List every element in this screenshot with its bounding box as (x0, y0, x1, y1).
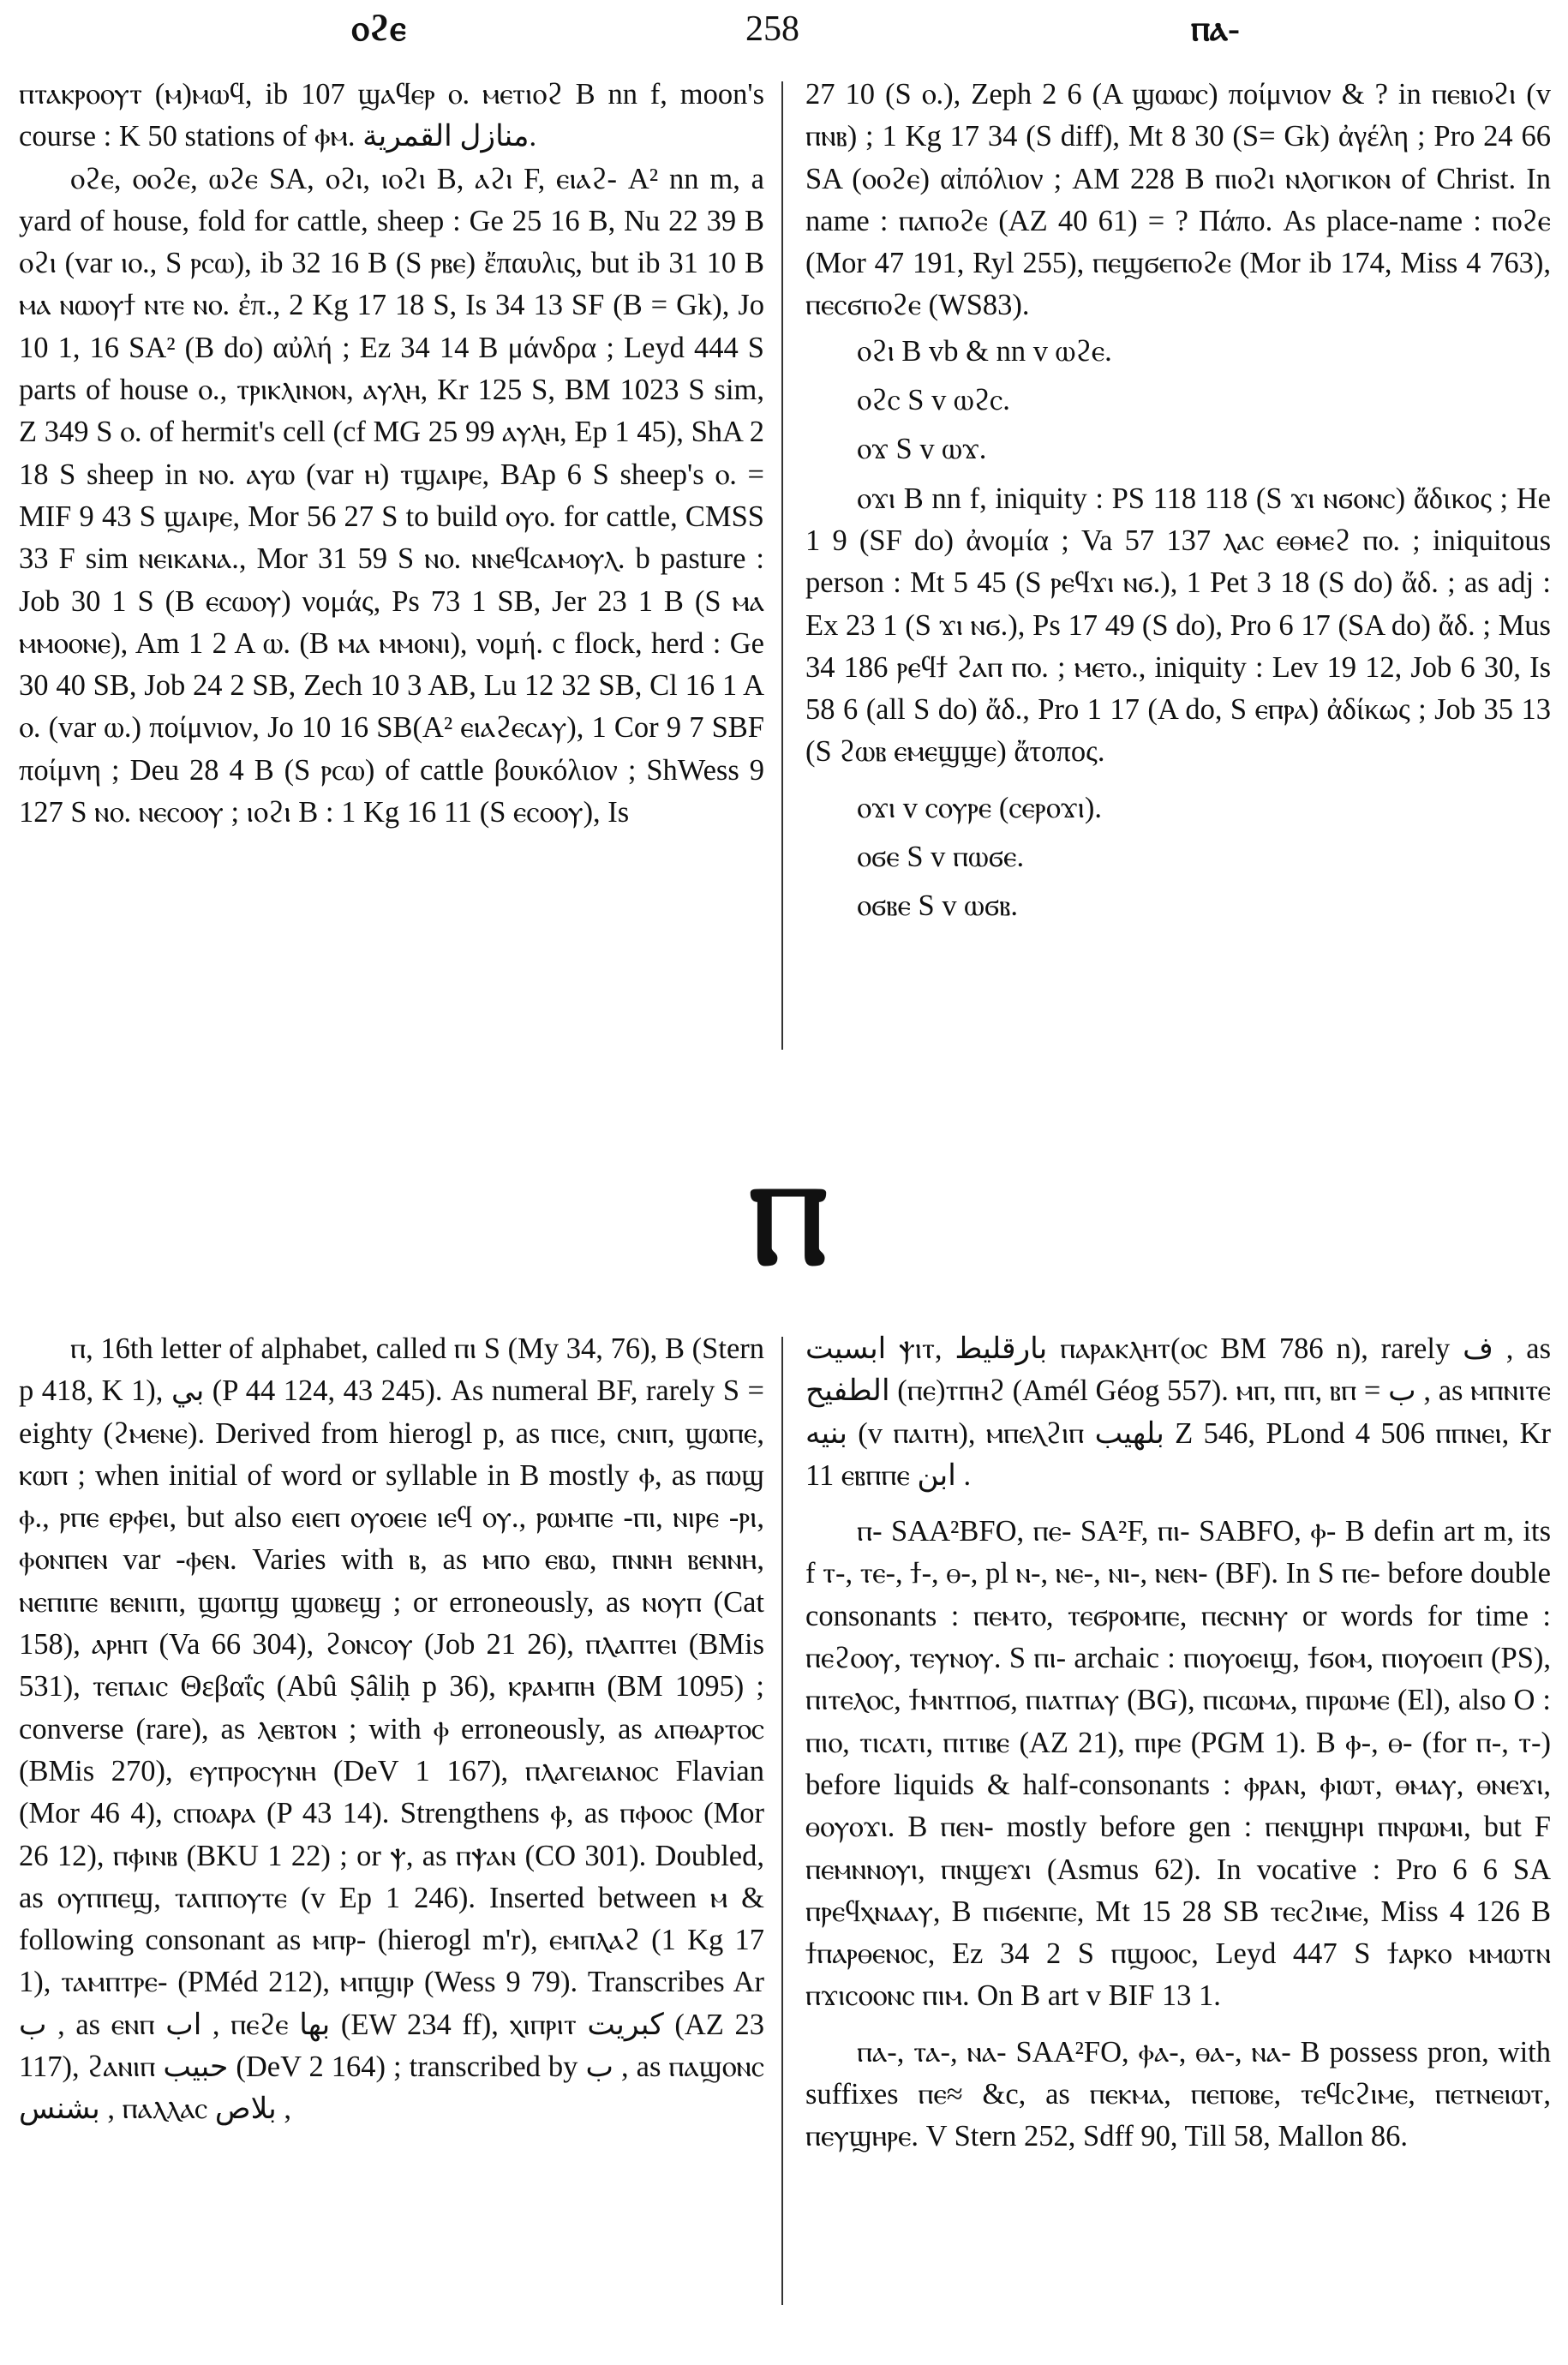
header-right-guide-word: ⲡⲁ- (1191, 9, 1240, 49)
cross-reference-entry: ⲟϩⲥ S v ⲱϩⲥ. (857, 384, 1010, 417)
page-number: 258 (745, 9, 799, 49)
entry-paragraph: ⲡ- SAA²BFO, ⲡⲉ- SA²F, ⲡⲓ- SABFO, ⲫ- B defin art m, its f ⲧ-, ⲧⲉ-, ϯ-, ⲑ-, pl ⲛ-, ⲛⲉ-, ⲛⲓ-, ⲛⲉⲛ- (BF). In S ⲡⲉ- before double consonants : ⲡⲉⲙⲧⲟ, ⲧⲉϭⲣⲟⲙⲡⲉ, ⲡⲉⲥⲛⲏⲩ or words for time : ⲡⲉϩⲟⲟⲩ, ⲧⲉⲩⲛⲟⲩ. S ⲡⲓ- archaic : ⲡⲓⲟⲩⲟⲉⲓϣ, ϯϭⲟⲙ, ⲡⲓⲟⲩⲟⲉⲓⲡ (PS), ⲡⲓⲧⲉⲗⲟⲥ, ϯⲙⲛⲧⲡⲟϭ, ⲡⲓⲁⲧⲡⲁⲩ (BG), ⲡⲓⲥⲱⲙⲁ, ⲡⲓⲣⲱⲙⲉ (El), also O : ⲡⲓⲟ, ⲧⲓⲥⲁⲧⲓ, ⲡⲓⲧⲓⲃⲉ (AZ 21), ⲡⲓⲣⲉ (PGM 1). B ⲫ-, ⲑ- (for ⲡ-, ⲧ-) before liquids & half-consonants : ⲫⲣⲁⲛ, ⲫⲓⲱⲧ, ⲑⲙⲁⲩ, ⲑⲛⲉϫⲓ, ⲑⲟⲩⲟϫⲓ. B ⲡⲉⲛ- mostly before gen : ⲡⲉⲛϣⲏⲣⲓ ⲡⲛⲣⲱⲙⲓ, but F ⲡⲉⲙⲛⲛⲟⲩⲓ, ⲡⲛϣⲉϫⲓ (Asmus 62). In vocative : Pro 6 6 SA ⲡⲣⲉϥⲭⲛⲁⲁⲩ, B ⲡⲓϭⲉⲛⲡⲉ, Mt 15 28 SB ⲧⲉⲥϩⲓⲙⲉ, Miss 4 126 B ϯⲡⲁⲣⲑⲉⲛⲟⲥ, Ez 34 2 S ⲡϣⲟⲟⲥ, Leyd 447 S ϯⲁⲣⲕⲟ ⲙⲙⲱⲧⲛ ⲡϫⲓⲥⲟⲟⲛⲥ ⲡⲓⲙ. On B art v BIF 13 1. (805, 1515, 1551, 2013)
top-right-column (805, 74, 1551, 935)
page-header (0, 9, 1568, 60)
column-divider-top (781, 81, 783, 1050)
entry-paragraph: ⲡⲧⲁⲕⲣⲟⲟⲩⲧ (ⲙ)ⲙⲱϥ, ib 107 ϣⲁϥⲉⲣ ⲟ. ⲙⲉⲧⲓⲟϩ B nn f, moon's course : K 50 stations of ⲫⲙ. منازل القمرية. (19, 78, 764, 153)
entry-paragraph: ⲟϫⲓ B nn f, iniquity : PS 118 118 (S ϫⲓ ⲛϭⲟⲛⲥ) ἄδικος ; He 1 9 (SF do) ἀνομία ; Va 57 137 ⲗⲁⲥ ⲉⲑⲙⲉϩ ⲡⲟ. ; iniquitous person : Mt 5 45 (S ⲣⲉϥϫⲓ ⲛϭ.), 1 Pet 3 18 (S do) ἄδ. ; as adj : Ex 23 1 (S ϫⲓ ⲛϭ.), Ps 17 49 (S do), Pro 6 17 (SA do) ἄδ. ; Mus 34 186 ⲣⲉϥϯ ϩⲁⲡ ⲡⲟ. ; ⲙⲉⲧⲟ., iniquity : Lev 19 12, Job 6 30, Is 58 6 (all S do) ἄδ., Pro 1 17 (A do, S ⲉⲡⲣⲁ) ἀδίκως ; Job 35 13 (S ϩⲱⲃ ⲉⲙⲉϣϣⲉ) ἄτοπος. (805, 482, 1551, 769)
column-divider-bottom (781, 1337, 783, 2305)
entry-paragraph: ابسيت ⲯⲓⲧ, بارقليط ⲡⲁⲣⲁⲕⲗⲏⲧ(ⲟⲥ BM 786 n), rarely ف , as الطفيح (ⲡⲉ)ⲧⲡⲏϩ (Amél Géog 557). ⲙⲡ, ⲡⲡ, ⲃⲡ = ب , as ⲙⲡⲛⲓⲧⲉ بنيه (v ⲡⲁⲓⲧⲏ), ⲙⲡⲉⲗϩⲓⲡ بلهيب Z 546, PLond 4 506 ⲡⲡⲛⲉⲓ, Kr 11 ⲉⲃⲡⲡⲉ ابن . (805, 1332, 1552, 1492)
header-left-guide-word: ⲟϩⲉ (351, 9, 406, 49)
entry-paragraph: ⲡ, 16th letter of alphabet, called ⲡⲓ S (My 34, 76), B (Stern p 418, K 1), بي (P 44 124, 43 245). As numeral BF, rarely S = eighty (ϩⲙⲉⲛⲉ). Derived from hierogl p, as ⲡⲓⲥⲉ, ⲥⲛⲓⲡ, ϣⲱⲡⲉ, ⲕⲱⲡ ; when initial of word or syllable in B mostly ⲫ, as ⲡⲱϣ ⲫ., ⲣⲡⲉ ⲉⲣⲫⲉⲓ, but also ⲉⲓⲉⲡ ⲟⲩⲟⲉⲓⲉ ⲓⲉϥ ⲟⲩ., ⲣⲱⲙⲡⲉ -ⲡⲓ, ⲛⲓⲣⲉ -ⲣⲓ, ⲫⲟⲛⲡⲉⲛ var -ⲫⲉⲛ. Varies with ⲃ, as ⲙⲡⲟ ⲉⲃⲱ, ⲡⲛⲛⲏ ⲃⲉⲛⲛⲏ, ⲛⲉⲡⲓⲡⲉ ⲃⲉⲛⲓⲡⲓ, ϣⲱⲡϣ ϣⲱⲃⲉϣ ; or erroneously, as ⲛⲟⲩⲡ (Cat 158), ⲁⲣⲏⲡ (Va 66 304), ϩⲟⲛⲥⲟⲩ (Job 21 26), ⲡⲗⲁⲡⲧⲉⲓ (BMis 531), ⲧⲉⲡⲁⲓⲥ Θεβαΐς (Abû Ṣâliḥ p 36), ⲕⲣⲁⲙⲡⲏ (BM 1095) ; converse (rare), as ⲗⲉⲃⲧⲟⲛ ; with ⲫ erroneously, as ⲁⲡⲑⲁⲣⲧⲟⲥ (BMis 270), ⲉⲩⲡⲣⲟⲥⲩⲛⲏ (DeV 1 167), ⲡⲗⲁⲅⲉⲓⲁⲛⲟⲥ Flavian (Mor 46 4), ⲥⲡⲟⲁⲣⲁ (P 43 14). Strengthens ⲫ, as ⲡⲫⲟⲟⲥ (Mor 26 12), ⲡⲫⲓⲛⲃ (BKU 1 22) ; or ⲯ, as ⲡⲯⲁⲛ (CO 301). Doubled, as ⲟⲩⲡⲡⲉϣ, ⲧⲁⲡⲡⲟⲩⲧⲉ (v Ep 1 246). Inserted between ⲙ & following consonant as ⲙⲡⲣ- (hierogl m'r), ⲉⲙⲡⲗⲁϩ (1 Kg 17 1), ⲧⲁⲙⲡⲧⲣⲉ- (PMéd 212), ⲙⲡϣⲓⲣ (Wess 9 79). Transcribes Ar ب , as ⲉⲛⲡ اب , ⲡⲉϩⲉ بها (EW 234 ff), ⲭⲓⲡⲣⲓⲧ كبريت (AZ 23 117), ϩⲁⲛⲓⲡ حبيب (DeV 2 164) ; transcribed by ب , as ⲡⲁϣⲟⲛⲥ بشنس , ⲡⲁⲗⲗⲁⲥ بلاص , (19, 1332, 765, 2126)
cross-reference-entry: ⲟϫⲓ v ⲥⲟⲩⲣⲉ (ⲥⲉⲣⲟϫⲓ). (857, 791, 1102, 824)
top-left-column (19, 74, 764, 847)
cross-reference-entry: ⲟϫ S v ⲱϫ. (857, 433, 987, 466)
bottom-left-column (19, 1328, 764, 2131)
cross-reference-entry: ⲟϩⲓ B vb & nn v ⲱϩⲉ. (857, 334, 1112, 368)
cross-reference-entry: ⲟϭⲃⲉ S v ⲱϭⲃ. (857, 889, 1019, 923)
cross-reference-entry: ⲟϭⲉ S v ⲡⲱϭⲉ. (857, 841, 1025, 874)
entry-paragraph: 27 10 (S ⲟ.), Zeph 2 6 (A ϣⲱⲱⲥ) ποίμνιον & ? in ⲡⲉⲃⲓⲟϩⲓ (v ⲡⲛⲃ) ; 1 Kg 17 34 (S diff), Mt 8 30 (S= Gk) ἀγέλη ; Pro 24 66 SA (ⲟⲟϩⲉ) αἰπόλιον ; AM 228 B ⲡⲓⲟϩⲓ ⲛⲗⲟⲅⲓⲕⲟⲛ of Christ. In name : ⲡⲁⲡⲟϩⲉ (AZ 40 61) = ? Πάπο. As place-name : ⲡⲟϩⲉ (Mor 47 191, Ryl 255), ⲡⲉϣϭⲉⲡⲟϩⲉ (Mor ib 174, Miss 4 763), ⲡⲉⲥϭⲡⲟϩⲉ (WS83). (805, 78, 1551, 322)
bottom-right-column (805, 1328, 1551, 2172)
entry-paragraph: ⲡⲁ-, ⲧⲁ-, ⲛⲁ- SAA²FO, ⲫⲁ-, ⲑⲁ-, ⲛⲁ- B possess pron, with suffixes ⲡⲉ≈ &c, as ⲡⲉⲕⲙⲁ, ⲡⲉⲡⲟⲃⲉ, ⲧⲉϥⲥϩⲓⲙⲉ, ⲡⲉⲧⲛⲉⲓⲱⲧ, ⲡⲉⲩϣⲏⲣⲉ. V Stern 252, Sdff 90, Till 58, Mallon 86. (805, 2035, 1551, 2153)
section-letter-heading: Ⲡ (748, 1161, 829, 1290)
entry-paragraph: ⲟϩⲉ, ⲟⲟϩⲉ, ⲱϩⲉ SA, ⲟϩⲓ, ⲓⲟϩⲓ B, ⲁϩⲓ F, ⲉⲓⲁϩ- A² nn m, a yard of house, fold for cattle, sheep : Ge 25 16 B, Nu 22 39 B ⲟϩⲓ (var ⲓⲟ., S ⲣⲥⲱ), ib 32 16 B (S ⲣⲃⲉ) ἔπαυλις, but ib 31 10 B ⲙⲁ ⲛⲱⲟⲩϯ ⲛⲧⲉ ⲛⲟ. ἐπ., 2 Kg 17 18 S, Is 34 13 SF (B = Gk), Jo 10 1, 16 SA² (B do) αὐλή ; Ez 34 14 B μάνδρα ; Leyd 444 S parts of house ⲟ., ⲧⲣⲓⲕⲗⲓⲛⲟⲛ, ⲁⲩⲗⲏ, Kr 125 S, BM 1023 S sim, Z 349 S ⲟ. of hermit's cell (cf MG 25 99 ⲁⲩⲗⲏ, Ep 1 45), ShA 2 18 S sheep in ⲛⲟ. ⲁⲩⲱ (var ⲏ) ⲧϣⲁⲓⲣⲉ, BAp 6 S sheep's ⲟ. = MIF 9 43 S ϣⲁⲓⲣⲉ, Mor 56 27 S to build ⲟⲩⲟ. for cattle, CMSS 33 F sim ⲛⲉⲓⲕⲁⲛⲁ., Mor 31 59 S ⲛⲟ. ⲛⲛⲉϥⲥⲁⲙⲟⲩⲗ. b pasture : Job 30 1 S (B ⲉⲥⲱⲟⲩ) νομάς, Ps 73 1 SB, Jer 23 1 B (S ⲙⲁ ⲙⲙⲟⲟⲛⲉ), Am 1 2 A ⲱ. (B ⲙⲁ ⲙⲙⲟⲛⲓ), νομή. c flock, herd : Ge 30 40 SB, Job 24 2 SB, Zech 10 3 AB, Lu 12 32 SB, Cl 16 1 A ⲟ. (var ⲱ.) ποίμνιον, Jo 10 16 SB(A² ⲉⲓⲁϩⲉⲥⲁⲩ), 1 Cor 9 7 SBF ποίμνη ; Deu 28 4 B (S ⲣⲥⲱ) of cattle βουκόλιον ; ShWess 9 127 S ⲛⲟ. ⲛⲉⲥⲟⲟⲩ ; ⲓⲟϩⲓ B : 1 Kg 16 11 (S ⲉⲥⲟⲟⲩ), Is (19, 162, 764, 829)
